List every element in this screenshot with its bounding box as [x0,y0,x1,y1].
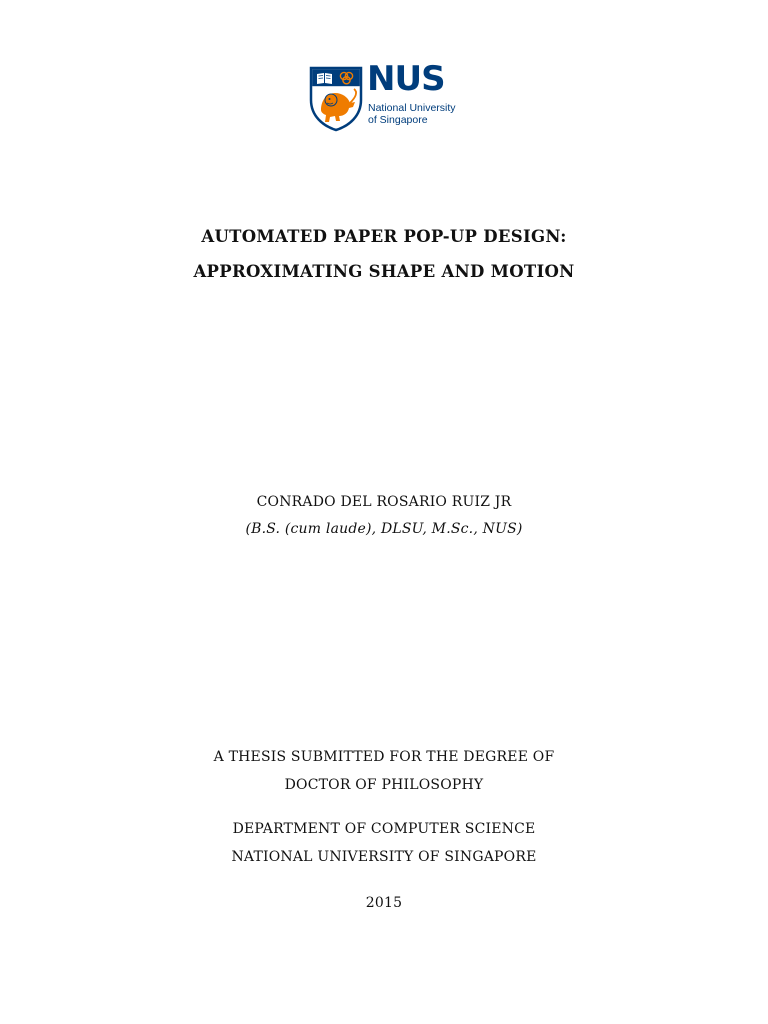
logo-name: NUS [367,59,445,99]
department-name: DEPARTMENT OF COMPUTER SCIENCE [232,821,536,837]
logo-line-1: National University [368,102,456,114]
submission-year: 2015 [365,895,403,911]
nus-crest-icon [309,66,363,132]
university-name: NATIONAL UNIVERSITY OF SINGAPORE [231,849,537,865]
author-degrees: (B.S. (cum laude), DLSU, M.Sc., NUS) [245,521,523,537]
thesis-title-line-1: AUTOMATED PAPER POP-UP DESIGN: [201,227,567,246]
author-name: CONRADO DEL ROSARIO RUIZ JR [256,494,512,510]
submission-statement-line-2: DOCTOR OF PHILOSOPHY [284,777,484,793]
logo-line-2: of Singapore [368,114,428,126]
submission-statement-line-1: A THESIS SUBMITTED FOR THE DEGREE OF [213,749,555,765]
university-logo [309,59,461,134]
thesis-title-line-2: APPROXIMATING SHAPE AND MOTION [193,262,575,281]
logo-wordmark [367,59,463,132]
